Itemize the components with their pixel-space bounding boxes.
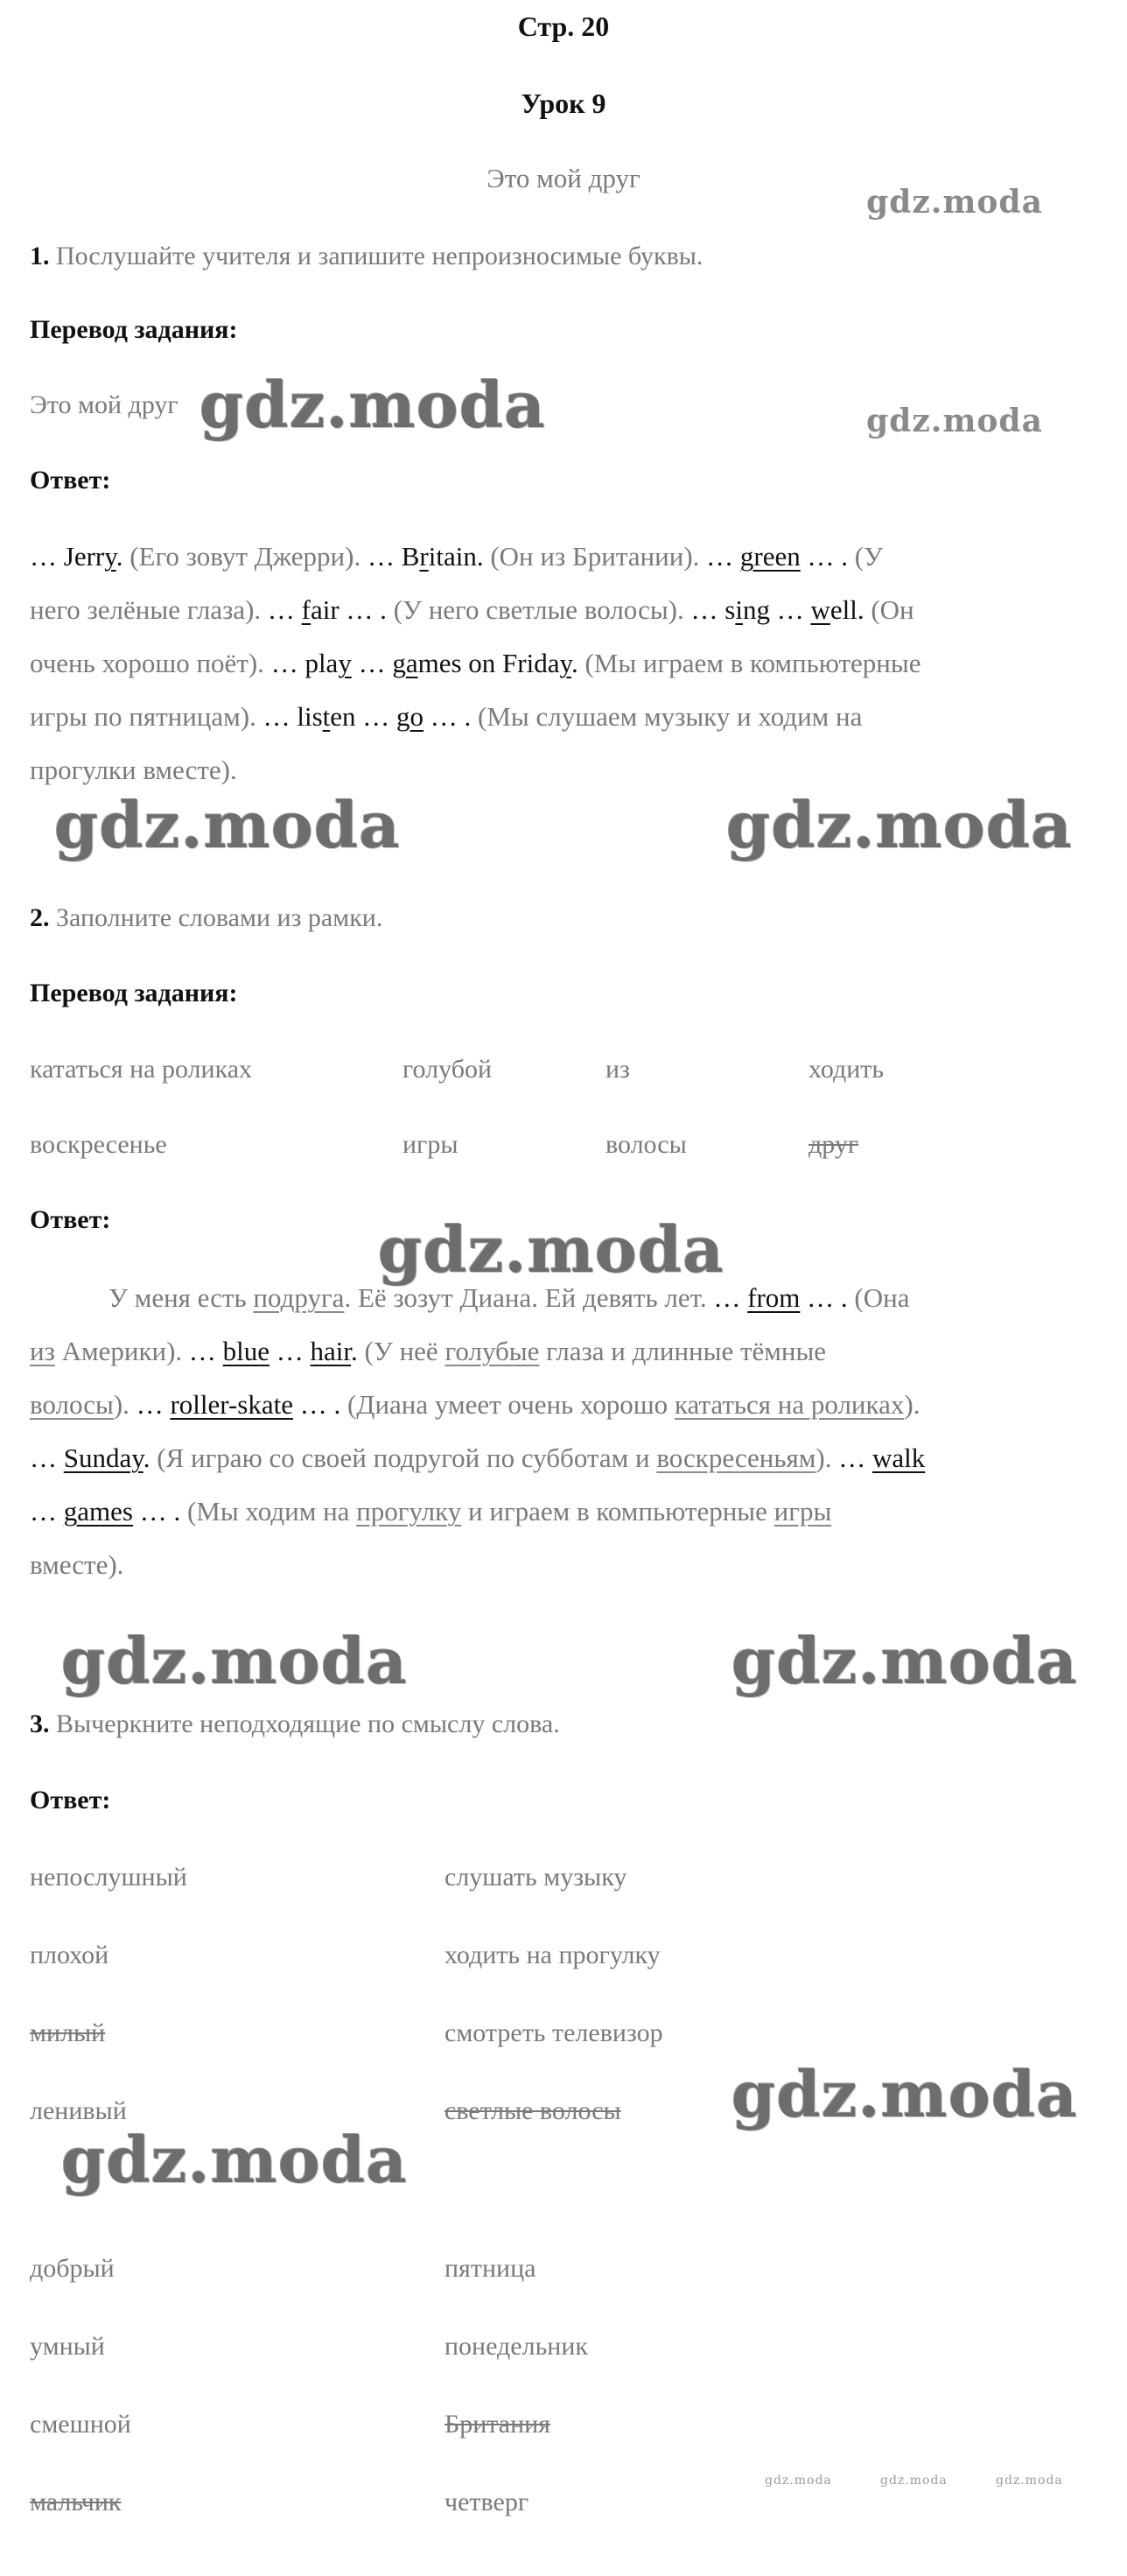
word-item-crossed: милый: [30, 2018, 106, 2047]
task-2-translation-label: Перевод задания:: [30, 979, 238, 1007]
word-item: смешной: [30, 2410, 131, 2439]
word-item: пятница: [444, 2254, 536, 2283]
word-item: добрый: [30, 2254, 115, 2283]
word-item: четверг: [444, 2488, 529, 2516]
task-3-number: 3.: [30, 1709, 50, 1738]
lesson-title: Урок 9: [521, 88, 606, 119]
watermark: gdz.moda: [996, 2474, 1063, 2488]
watermark: gdz.moda: [54, 788, 401, 862]
task-3-text: Вычеркните неподходящие по смыслу слова.: [56, 1709, 560, 1738]
box-word: ходить: [808, 1055, 885, 1084]
word-item: ходить на прогулку: [444, 1941, 661, 1969]
word-item: понедельник: [444, 2332, 588, 2361]
lesson-topic: Это мой друг: [486, 163, 640, 193]
watermark: gdz.moda: [732, 2057, 1078, 2131]
word-item: непослушный: [30, 1863, 187, 1892]
task-1-text: Послушайте учителя и запишите непроизносимые буквы.: [56, 242, 704, 270]
task-1-answer-line-2: него зелёные глаза). … fair … . (У него светлые волосы). … sing … well. (Он: [30, 594, 914, 625]
watermark: gdz.moda: [726, 788, 1073, 862]
task-3-answer-label: Ответ:: [30, 1786, 111, 1814]
task-2-number: 2.: [30, 903, 50, 932]
task-1-translation-text: Это мой друг: [30, 390, 178, 419]
watermark: gdz.moda: [732, 1624, 1078, 1698]
task-3-instruction: [30, 1709, 560, 1739]
watermark: gdz.moda: [880, 2474, 948, 2488]
watermark: gdz.moda: [866, 403, 1043, 439]
watermark: gdz.moda: [866, 184, 1043, 221]
watermark: gdz.moda: [61, 2123, 408, 2197]
task-1-number: 1.: [30, 242, 50, 270]
task-2-answer-line-5: … games … . (Мы ходим на прогулку и играем в компьютерные игры: [30, 1496, 832, 1527]
task-1-answer-line-5: прогулки вместе).: [30, 755, 237, 785]
task-2-answer: [30, 1271, 1062, 1591]
task-2-answer-line-4: … Sunday. (Я играю со своей подругой по субботам и воскресеньям). … walk: [30, 1442, 926, 1473]
page-number: Стр. 20: [517, 11, 610, 42]
task-2-answer-line-6: вместе).: [30, 1549, 124, 1580]
task-2-answer-line-2: из Америки). … blue … hair. (У неё голубые глаза и длинные тёмные: [30, 1336, 827, 1366]
task-1-translation-label: Перевод задания:: [30, 315, 238, 344]
word-item-crossed: Британия: [444, 2410, 550, 2439]
box-word: кататься на роликах: [30, 1055, 253, 1084]
watermark: gdz.moda: [765, 2474, 832, 2488]
box-word: воскресенье: [30, 1130, 167, 1159]
word-item: ленивый: [30, 2096, 127, 2125]
watermark: gdz.moda: [378, 1212, 724, 1287]
box-word: голубой: [402, 1055, 493, 1084]
task-2-instruction: [30, 903, 382, 933]
task-2-answer-label: Ответ:: [30, 1205, 111, 1234]
task-1-answer-line-1: … Jerry. (Его зовут Джерри). … Britain. (Он из Британии). … green … . (У: [30, 541, 884, 572]
task-1-answer: [30, 530, 1062, 797]
watermark: gdz.moda: [200, 368, 546, 442]
word-item: умный: [30, 2332, 105, 2361]
task-2-text: Заполните словами из рамки.: [56, 903, 383, 932]
word-item-crossed: мальчик: [30, 2488, 122, 2516]
word-item: смотреть телевизор: [444, 2018, 663, 2047]
task-2-answer-line-1: У меня есть подруга. Её зозут Диана. Ей девять лет. … from … . (Она: [108, 1282, 910, 1313]
task-1-answer-line-4: игры по пятницам). … listen … go … . (Мы слушаем музыку и ходим на: [30, 701, 863, 732]
task-1-answer-label: Ответ:: [30, 466, 111, 495]
word-item: слушать музыку: [444, 1863, 627, 1892]
word-item: плохой: [30, 1941, 109, 1969]
task-1-answer-line-3: очень хорошо поёт). … play … games on Friday. (Мы играем в компьютерные: [30, 648, 921, 678]
box-word-crossed: друг: [808, 1130, 859, 1159]
task-2-answer-line-3: волосы). … roller-skate … . (Диана умеет очень хорошо кататься на роликах).: [30, 1389, 920, 1420]
watermark: gdz.moda: [61, 1624, 408, 1698]
box-word: волосы: [606, 1130, 687, 1159]
task-1-instruction: [30, 242, 703, 271]
word-item-crossed: светлые волосы: [444, 2096, 621, 2125]
box-word: игры: [402, 1130, 458, 1159]
box-word: из: [606, 1055, 630, 1084]
